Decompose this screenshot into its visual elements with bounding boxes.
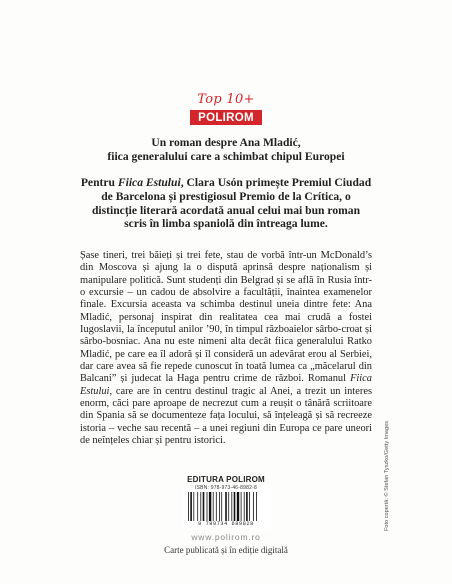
photo-credit [383,396,391,556]
barcode [182,485,270,530]
tagline-line-2: fiica generalului care a schimbat chipul Europei [107,149,345,163]
blurb-paragraph [80,250,372,448]
series-logo [190,93,262,125]
blurb-book-title: Fiica Estului [80,373,372,397]
series-name: Top 10+ [197,92,255,107]
award-prefix: Pentru [80,176,118,189]
award-text: , Clara Usón primește Premiul Ciudad de Barcelona și prestigiosul Premio de la Crítica, o distincție literară acordată anual celui mai bun roman scris în limba spaniolă din întreaga lume. [91,176,372,231]
website-link[interactable]: www.polirom.ro [191,532,261,542]
award-paragraph [80,176,372,231]
brand-label: POLIROM [190,110,262,125]
barcode-digits: 9 789734 689828 [198,521,254,527]
publisher-name: EDITURA POLIROM [187,475,265,484]
digital-edition-note: Carte publicată și în ediție digitală [164,545,288,555]
tagline [80,136,372,163]
blurb-text-2: , care are în centru destinul tragic al Anei, a trezit un interes enorm, căci pare aproape de necrezut cum a reușit o tânără scriitoare din Spania să se documenteze fața locului, să înțeleagă și să recreeze istoria – veche sau recentă – a unei regiuni din Europa ce pare uneori de neînțeles chiar și pentru istorici. [80,385,372,447]
blurb-text-1: Șase tineri, trei băieți și trei fete, stau de vorbă într-un McDonald’s din Moscova și ajung la o dispută aprinsă despre naționalism și manipulare politică. Sunt studenți din Belgrad și se află în Rusia într-o excursie – un cadou de absolvire a facultății, înaintea examenelor finale. Excursia aceasta va schimba destinul uneia dintre fete: Ana Mladić, personaj inspirat din realitatea cea mai crudă a fostei Iugoslavii, la începutul anilor ’90, în timpul războaielor sârbo-croat și sârbo-bosniac. Ana nu este nimeni alta decât fiica generalului Ratko Mladić, pe care ea îl adoră și îl consideră un adevărat erou al Serbiei, dar care avea să fie repede cunoscut în toată lumea ca „măcelarul din Balcani” și judecat la Haga pentru crime de război. Romanul [80,250,372,385]
award-book-title: Fiica Estului [117,176,181,189]
tagline-line-1: Un roman despre Ana Mladić, [151,136,301,149]
photo-credit-text: Foto copertă: © Stefan Tyszko/Getty Images [384,420,390,532]
isbn-text: ISBN: 978-973-46-8982-8 [195,485,257,491]
barcode-bars [186,492,266,521]
